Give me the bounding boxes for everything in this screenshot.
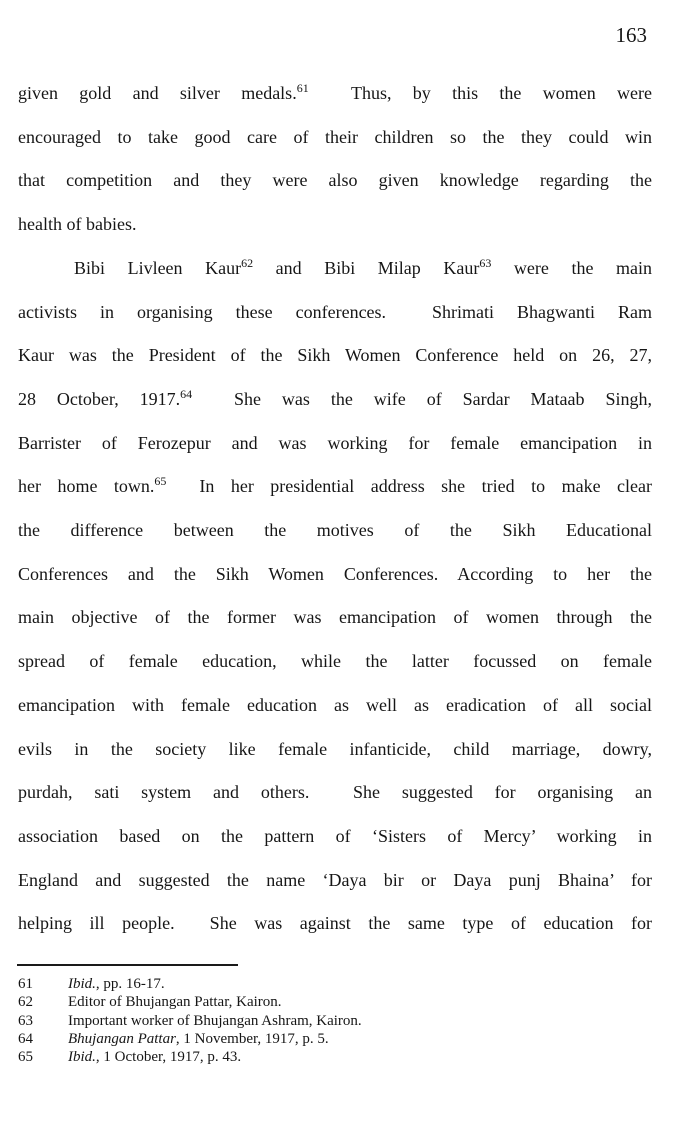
text-segment: She was the wife of Sardar Mataab Singh, <box>192 388 652 409</box>
text-segment: , 1 November, 1917, p. 5. <box>175 1030 329 1047</box>
body-line <box>18 815 652 859</box>
footnote-number: 63 <box>18 1012 33 1029</box>
text-segment: Thus, by this the women were <box>308 83 652 103</box>
footnote-ref: 65 <box>154 474 167 489</box>
footnote-number: 62 <box>18 994 33 1011</box>
footnote-item <box>18 1030 578 1048</box>
body-line <box>18 465 652 509</box>
footnote-text <box>68 1012 362 1030</box>
body-line <box>18 72 652 116</box>
text-segment: Editor of Bhujangan Pattar, Kairon. <box>68 994 282 1011</box>
footnote-ref: 64 <box>180 386 193 401</box>
footnote-number: 61 <box>18 976 33 992</box>
body-line <box>18 684 652 728</box>
body-line <box>18 291 652 335</box>
footnote-text <box>68 993 282 1011</box>
text-segment: Barrister of Ferozepur and was working for female emancipation in <box>18 432 652 453</box>
footnote-item <box>18 1048 578 1066</box>
italic-text: Ibid. <box>68 1049 96 1066</box>
text-segment: main objective of the former was emancipation of women through the <box>18 607 652 628</box>
body-line <box>18 159 652 203</box>
text-segment: Bibi Livleen Kaur <box>74 257 242 278</box>
italic-text: Bhujangan Pattar <box>68 1030 176 1047</box>
footnote-item <box>18 975 578 993</box>
footnote-text <box>68 975 165 993</box>
body-line <box>18 116 652 160</box>
text-segment: encouraged to take good care of their children so the they could win <box>18 126 652 147</box>
text-segment: , 1 October, 1917, p. 43. <box>95 1049 242 1066</box>
text-segment: 28 October, 1917. <box>18 388 181 409</box>
footnote-item <box>18 1012 578 1030</box>
body-line <box>18 203 652 247</box>
body-line <box>18 859 652 903</box>
text-segment: , pp. 16-17. <box>95 976 165 992</box>
text-segment: association based on the pattern of ‘Sisters of Mercy’ working in <box>18 825 652 846</box>
body-text <box>18 72 652 946</box>
body-line <box>18 509 652 553</box>
body-line <box>18 247 652 291</box>
text-segment: the difference between the motives of the Sikh Educational <box>18 520 652 541</box>
text-segment: purdah, sati system and others. She suggested for organising an <box>18 782 652 803</box>
body-line <box>18 640 652 684</box>
body-line <box>18 596 652 640</box>
footnote-ref: 62 <box>241 255 254 270</box>
text-segment: Conferences and the Sikh Women Conferences. According to her the <box>18 563 652 584</box>
text-segment: that competition and they were also given knowledge regarding the <box>18 170 652 191</box>
text-segment: spread of female education, while the latter focussed on female <box>18 651 652 672</box>
text-segment: were the main <box>491 257 653 278</box>
footnote-item <box>18 993 578 1011</box>
footnote-number: 64 <box>18 1030 33 1047</box>
text-segment: England and suggested the name ‘Daya bir or Daya punj Bhaina’ for <box>18 869 652 890</box>
text-segment: given gold and silver medals. <box>18 83 297 103</box>
footnote-text <box>68 1048 241 1066</box>
text-segment: and Bibi Milap Kaur <box>253 257 480 278</box>
text-segment: emancipation with female education as well as eradication of all social <box>18 694 652 715</box>
body-line <box>18 728 652 772</box>
footnote-ref: 63 <box>479 255 492 270</box>
italic-text: Ibid. <box>68 976 96 992</box>
page-number: 163 <box>615 23 647 47</box>
text-segment: Kaur was the President of the Sikh Women Conference held on 26, 27, <box>18 345 652 366</box>
body-line <box>18 422 652 466</box>
body-line <box>18 771 652 815</box>
text-segment: her home town. <box>18 476 155 497</box>
footnote-separator-rule <box>17 964 238 966</box>
text-segment: activists in organising these conferences. Shrimati Bhagwanti Ram <box>18 301 652 322</box>
body-line <box>18 553 652 597</box>
body-line <box>18 378 652 422</box>
footnote-text <box>68 1030 329 1048</box>
text-segment: helping ill people. She was against the same type of education for <box>18 913 652 934</box>
footnotes <box>18 975 578 1066</box>
text-segment: Important worker of Bhujangan Ashram, Kairon. <box>68 1012 362 1029</box>
text-segment: health of babies. <box>18 214 137 235</box>
body-line <box>18 334 652 378</box>
footnote-ref: 61 <box>296 81 309 95</box>
text-segment: In her presidential address she tried to make clear <box>166 476 652 497</box>
body-line <box>18 902 652 946</box>
text-segment: evils in the society like female infanticide, child marriage, dowry, <box>18 738 652 759</box>
footnote-number: 65 <box>18 1049 33 1066</box>
